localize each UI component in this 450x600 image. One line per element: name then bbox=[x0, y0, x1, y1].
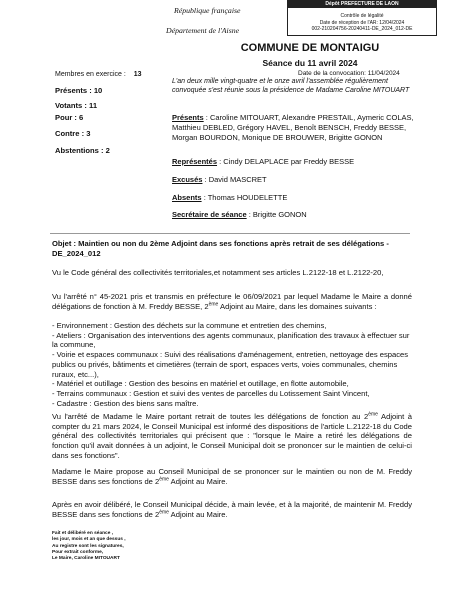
presents-block bbox=[172, 113, 417, 143]
represents-block bbox=[172, 157, 417, 167]
prefecture-stamp bbox=[287, 0, 437, 36]
superscript: ème bbox=[159, 509, 169, 516]
objet-heading: Objet : Maintien ou non du 2ème Adjoint dans ses fonctions après retrait de ses délégations - DE_2024_012 bbox=[52, 239, 389, 258]
paragraph-proposition-end: Adjoint au Maire. bbox=[168, 476, 228, 486]
superscript: ème bbox=[159, 476, 169, 483]
superscript: ème bbox=[208, 301, 219, 308]
stamp-line-1: Contrôle de légalité bbox=[340, 13, 384, 19]
signature-block bbox=[52, 531, 192, 562]
paragraph-decision-end: Adjoint au Maire. bbox=[168, 509, 228, 519]
signature-line: les jour, mois et an que dessus , bbox=[52, 537, 126, 543]
presents-count: Présents : 10 bbox=[55, 86, 103, 95]
domains-list bbox=[52, 321, 412, 408]
votants-count: Votants : 11 bbox=[55, 101, 98, 110]
intro-text: L'an deux mille vingt-quatre et le onze avril l'assemblée régulièrement convoquée s'est réunie sous la présidence de Madame Caroline MITOUART bbox=[172, 78, 410, 94]
membres-label bbox=[55, 71, 142, 78]
stamp-line-2: Date de réception de l'AR: 12/04/2024 bbox=[319, 19, 405, 26]
domain-item: - Environnement : Gestion des déchets sur la commune et entretien des chemins, bbox=[52, 321, 327, 330]
signature-line: Au registre sont les signatures, bbox=[52, 543, 124, 549]
signature-line: Le Maire, Caroline MITOUART bbox=[52, 556, 120, 562]
paragraph-retrait-end: Adjoint à compter du 21 mars 2024, le Conseil Municipal est informé des dispositions de l'article L.2122-18 du Code général des collectivités territoriales qui précisent que : "lorsque le Maire a retiré les délégations de fonction qu'il avait données à un adjoint, le Conseil Municipal doit se prononcer sur le maintien de celui-ci dans ses fonctions". bbox=[52, 412, 412, 460]
paragraph-decision-text: Après en avoir délibéré, le Conseil Municipal décide, à main levée, et à la majorité, de maintenir M. Freddy BESSE dans ses fonctions de 2 bbox=[52, 500, 412, 519]
pour-count: Pour : 6 bbox=[55, 113, 84, 122]
domain-item: - Matériel et outillage : Gestion des besoins en matériel et outillage, en flotte automobile, bbox=[52, 379, 349, 389]
domain-item: - Ateliers : Organisation des interventions des agents communaux, planification des travaux à effectuer sur la commune, bbox=[52, 330, 410, 350]
paragraph-arrete-end: Adjoint au Maire, dans les domaines suivants : bbox=[218, 301, 377, 311]
absents-block bbox=[172, 193, 417, 203]
convocation-date: Date de la convocation: 11/04/2024 bbox=[298, 70, 400, 77]
paragraph-arrete-text: Vu l'arrêté n° 45-2021 pris et transmis en préfecture le 06/09/2021 par lequel Madame le Maire a donné délégations de fonction à M. Freddy BESSE, 2 bbox=[52, 292, 412, 311]
excuses-text: : David MASCRET bbox=[204, 175, 267, 184]
commune-title: COMMUNE DE MONTAIGU bbox=[240, 42, 380, 54]
signature-line: Pour extrait conforme, bbox=[52, 549, 104, 555]
paragraph-retrait-text: Vu l'arrêté de Madame le Maire portant retrait de toutes les délégations de fonction au 2 bbox=[52, 412, 369, 421]
departement-text: Département de l'Aisne bbox=[166, 26, 240, 35]
superscript: ème bbox=[368, 411, 378, 418]
presents-label: Présents bbox=[172, 113, 204, 122]
represents-text: : Cindy DELAPLACE par Freddy BESSE bbox=[219, 157, 355, 166]
represents-label: Représentés bbox=[172, 157, 218, 166]
secretaire-text: : Brigitte GONON bbox=[248, 210, 307, 219]
paragraph-retrait bbox=[52, 412, 412, 461]
membres-value: 13 bbox=[133, 71, 142, 78]
domain-item: - Cadastre : Gestion des biens sans maître. bbox=[52, 398, 199, 408]
republique-text: République française bbox=[174, 6, 241, 15]
contre-count: Contre : 3 bbox=[55, 129, 91, 138]
paragraph-arrete bbox=[52, 292, 412, 311]
secretaire-label: Secrétaire de séance bbox=[172, 210, 247, 219]
signature-line: Fait et délibéré en séance , bbox=[52, 531, 114, 536]
paragraph-decision bbox=[52, 500, 412, 519]
separator-line bbox=[50, 233, 410, 234]
paragraph-vu-code: Vu le Code général des collectivités territoriales,et notamment ses articles L.2122-18 et L.2122-20, bbox=[52, 268, 384, 277]
abstentions-count: Abstentions : 2 bbox=[55, 146, 110, 155]
domain-item: - Terrains communaux : Gestion et suivi des ventes de parcelles du Lotissement Saint Vincent, bbox=[52, 388, 370, 398]
secretaire-block bbox=[172, 210, 417, 220]
absents-label: Absents bbox=[172, 193, 202, 202]
paragraph-proposition-text: Madame le Maire propose au Conseil Municipal de se prononcer sur le maintien ou non de M. Freddy BESSE dans ses fonctions de 2 bbox=[52, 467, 412, 486]
membres-label-text: Membres en exercice : bbox=[55, 71, 126, 78]
stamp-line-3: 002-210204756-20240411-DE_2024_012-DE bbox=[311, 26, 413, 32]
paragraph-proposition bbox=[52, 467, 412, 486]
stamp-title: Dépôt PREFECTURE DE LAON bbox=[288, 1, 436, 8]
excuses-label: Excusés bbox=[172, 175, 203, 184]
absents-text: : Thomas HOUDELETTE bbox=[203, 193, 288, 202]
presents-list: : Caroline MITOUART, Alexandre PRESTAIL, Aymeric COLAS, Matthieu DEBLED, Grégory HAVEL, Benoît BENSCH, Freddy BESSE, Morgan BOURDON, Monique DE BROUWER, Brigitte GONON bbox=[172, 113, 414, 142]
excuses-block bbox=[172, 175, 417, 185]
seance-date: Séance du 11 avril 2024 bbox=[262, 58, 358, 68]
domain-item: - Voirie et espaces communaux : Suivi des réalisations d'aménagement, entretien, nettoyage des espaces publics ou privés, bâtiments et cimetières (terrain de sport, espaces verts, voies communales, chemins ruraux, etc...), bbox=[52, 350, 409, 379]
